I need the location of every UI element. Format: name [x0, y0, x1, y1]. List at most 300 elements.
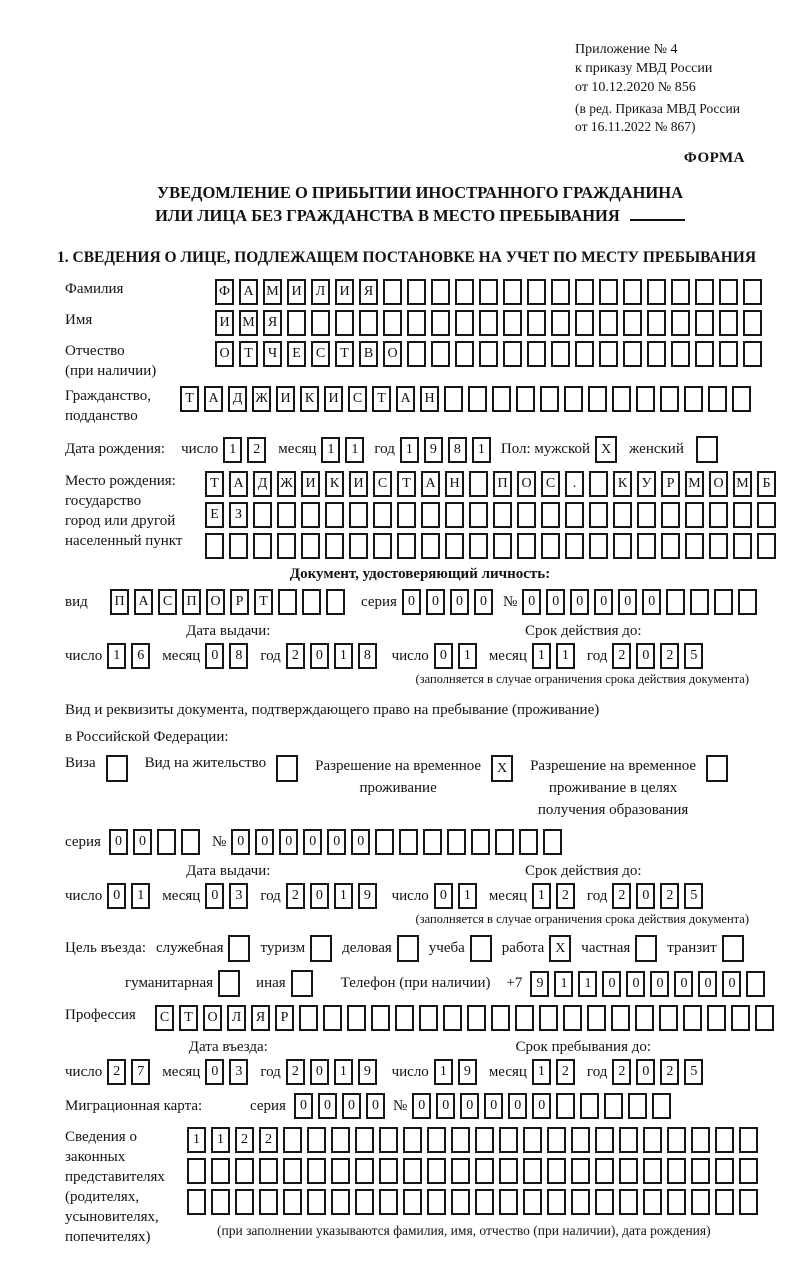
- form-cell[interactable]: [755, 1005, 774, 1031]
- form-cell[interactable]: Т: [205, 471, 224, 497]
- form-cell[interactable]: 0: [255, 829, 274, 855]
- form-cell[interactable]: [635, 1005, 654, 1031]
- form-cell[interactable]: [355, 1158, 374, 1184]
- form-cell[interactable]: [419, 1005, 438, 1031]
- form-cell[interactable]: [403, 1158, 422, 1184]
- form-cell[interactable]: [739, 1189, 758, 1215]
- form-cell[interactable]: [643, 1158, 662, 1184]
- form-cell[interactable]: [277, 533, 296, 559]
- form-cell[interactable]: [259, 1189, 278, 1215]
- form-cell[interactable]: [695, 279, 714, 305]
- residence-expiry-day-cells[interactable]: [434, 883, 477, 909]
- form-cell[interactable]: [397, 502, 416, 528]
- residence-permit-checkbox[interactable]: [276, 755, 298, 782]
- form-cell[interactable]: [563, 1005, 582, 1031]
- form-cell[interactable]: [299, 1005, 318, 1031]
- form-cell[interactable]: М: [239, 310, 258, 336]
- residence-series-cells[interactable]: [109, 829, 200, 855]
- form-cell[interactable]: [690, 589, 709, 615]
- form-cell[interactable]: 0: [205, 883, 224, 909]
- form-cell[interactable]: [325, 502, 344, 528]
- form-cell[interactable]: 7: [131, 1059, 150, 1085]
- form-cell[interactable]: 1: [187, 1127, 206, 1153]
- form-cell[interactable]: [253, 533, 272, 559]
- form-cell[interactable]: [565, 502, 584, 528]
- form-cell[interactable]: [523, 1189, 542, 1215]
- form-cell[interactable]: 0: [303, 829, 322, 855]
- form-cell[interactable]: 1: [107, 643, 126, 669]
- form-cell[interactable]: [667, 1127, 686, 1153]
- form-cell[interactable]: Я: [359, 279, 378, 305]
- form-cell[interactable]: [355, 1127, 374, 1153]
- form-cell[interactable]: [652, 1093, 671, 1119]
- form-cell[interactable]: [307, 1158, 326, 1184]
- form-cell[interactable]: [349, 502, 368, 528]
- legal-reps-row3-cells[interactable]: [187, 1189, 758, 1215]
- form-cell[interactable]: [623, 341, 642, 367]
- form-cell[interactable]: [431, 341, 450, 367]
- form-cell[interactable]: [323, 1005, 342, 1031]
- form-cell[interactable]: 9: [424, 437, 443, 463]
- form-cell[interactable]: [709, 502, 728, 528]
- form-cell[interactable]: [519, 829, 538, 855]
- firstname-cells[interactable]: [215, 310, 762, 336]
- form-cell[interactable]: 9: [530, 971, 549, 997]
- identity-expiry-year-cells[interactable]: [612, 643, 703, 669]
- form-cell[interactable]: 1: [472, 437, 491, 463]
- form-cell[interactable]: [187, 1189, 206, 1215]
- form-cell[interactable]: [541, 502, 560, 528]
- form-cell[interactable]: [355, 1189, 374, 1215]
- form-cell[interactable]: [660, 386, 679, 412]
- form-cell[interactable]: [708, 386, 727, 412]
- form-cell[interactable]: П: [493, 471, 512, 497]
- form-cell[interactable]: [311, 310, 330, 336]
- identity-expiry-day-cells[interactable]: [434, 643, 477, 669]
- form-cell[interactable]: [575, 341, 594, 367]
- form-cell[interactable]: [447, 829, 466, 855]
- form-cell[interactable]: [397, 533, 416, 559]
- form-cell[interactable]: [157, 829, 176, 855]
- form-cell[interactable]: И: [324, 386, 343, 412]
- form-cell[interactable]: [746, 971, 765, 997]
- form-cell[interactable]: 0: [436, 1093, 455, 1119]
- form-cell[interactable]: [543, 829, 562, 855]
- form-cell[interactable]: [331, 1127, 350, 1153]
- temp-permit-checkbox[interactable]: X: [491, 755, 513, 782]
- form-cell[interactable]: [278, 589, 297, 615]
- form-cell[interactable]: 1: [321, 437, 340, 463]
- form-cell[interactable]: [604, 1093, 623, 1119]
- form-cell[interactable]: [379, 1127, 398, 1153]
- form-cell[interactable]: 0: [460, 1093, 479, 1119]
- form-cell[interactable]: [468, 386, 487, 412]
- form-cell[interactable]: [757, 533, 776, 559]
- purpose-private-checkbox[interactable]: [635, 935, 657, 962]
- form-cell[interactable]: [403, 1189, 422, 1215]
- stay-day-cells[interactable]: [434, 1059, 477, 1085]
- form-cell[interactable]: [595, 1189, 614, 1215]
- form-cell[interactable]: [580, 1093, 599, 1119]
- form-cell[interactable]: [407, 341, 426, 367]
- form-cell[interactable]: 1: [556, 643, 575, 669]
- form-cell[interactable]: 5: [684, 643, 703, 669]
- form-cell[interactable]: С: [158, 589, 177, 615]
- form-cell[interactable]: [451, 1127, 470, 1153]
- form-cell[interactable]: [551, 310, 570, 336]
- form-cell[interactable]: [715, 1189, 734, 1215]
- form-cell[interactable]: 0: [434, 643, 453, 669]
- form-cell[interactable]: О: [203, 1005, 222, 1031]
- form-cell[interactable]: [707, 1005, 726, 1031]
- form-cell[interactable]: [492, 386, 511, 412]
- form-cell[interactable]: [564, 386, 583, 412]
- form-cell[interactable]: [253, 502, 272, 528]
- form-cell[interactable]: [671, 341, 690, 367]
- form-cell[interactable]: [743, 279, 762, 305]
- entry-day-cells[interactable]: [107, 1059, 150, 1085]
- form-cell[interactable]: [661, 533, 680, 559]
- form-cell[interactable]: [205, 533, 224, 559]
- form-cell[interactable]: [719, 279, 738, 305]
- form-cell[interactable]: [565, 533, 584, 559]
- form-cell[interactable]: [659, 1005, 678, 1031]
- form-cell[interactable]: [383, 279, 402, 305]
- form-cell[interactable]: 1: [400, 437, 419, 463]
- stay-month-cells[interactable]: [532, 1059, 575, 1085]
- form-cell[interactable]: 2: [660, 1059, 679, 1085]
- form-cell[interactable]: [479, 341, 498, 367]
- form-cell[interactable]: [427, 1158, 446, 1184]
- form-cell[interactable]: [467, 1005, 486, 1031]
- form-cell[interactable]: [743, 341, 762, 367]
- form-cell[interactable]: С: [311, 341, 330, 367]
- form-cell[interactable]: 0: [205, 1059, 224, 1085]
- gender-male-checkbox[interactable]: X: [595, 436, 617, 463]
- form-cell[interactable]: [547, 1158, 566, 1184]
- form-cell[interactable]: [719, 310, 738, 336]
- form-cell[interactable]: [235, 1158, 254, 1184]
- form-cell[interactable]: 0: [205, 643, 224, 669]
- form-cell[interactable]: [575, 310, 594, 336]
- form-cell[interactable]: [523, 1158, 542, 1184]
- form-cell[interactable]: Е: [287, 341, 306, 367]
- form-cell[interactable]: 0: [133, 829, 152, 855]
- form-cell[interactable]: [371, 1005, 390, 1031]
- form-cell[interactable]: А: [204, 386, 223, 412]
- form-cell[interactable]: 0: [650, 971, 669, 997]
- form-cell[interactable]: 0: [342, 1093, 361, 1119]
- form-cell[interactable]: [499, 1127, 518, 1153]
- form-cell[interactable]: [527, 279, 546, 305]
- form-cell[interactable]: [347, 1005, 366, 1031]
- form-cell[interactable]: [575, 279, 594, 305]
- form-cell[interactable]: [695, 341, 714, 367]
- form-cell[interactable]: [359, 310, 378, 336]
- form-cell[interactable]: [715, 1127, 734, 1153]
- form-cell[interactable]: 9: [358, 1059, 377, 1085]
- form-cell[interactable]: 0: [412, 1093, 431, 1119]
- form-cell[interactable]: [733, 533, 752, 559]
- form-cell[interactable]: [599, 341, 618, 367]
- form-cell[interactable]: П: [182, 589, 201, 615]
- form-cell[interactable]: [667, 1189, 686, 1215]
- form-cell[interactable]: [503, 310, 522, 336]
- form-cell[interactable]: [395, 1005, 414, 1031]
- form-cell[interactable]: [479, 279, 498, 305]
- form-cell[interactable]: [301, 502, 320, 528]
- form-cell[interactable]: А: [134, 589, 153, 615]
- form-cell[interactable]: [379, 1189, 398, 1215]
- form-cell[interactable]: 0: [318, 1093, 337, 1119]
- form-cell[interactable]: [475, 1158, 494, 1184]
- form-cell[interactable]: [683, 1005, 702, 1031]
- identity-number-cells[interactable]: [522, 589, 757, 615]
- form-cell[interactable]: С: [373, 471, 392, 497]
- form-cell[interactable]: [331, 1189, 350, 1215]
- form-cell[interactable]: [427, 1127, 446, 1153]
- form-cell[interactable]: 0: [636, 883, 655, 909]
- form-cell[interactable]: [517, 502, 536, 528]
- form-cell[interactable]: 0: [674, 971, 693, 997]
- form-cell[interactable]: [647, 310, 666, 336]
- form-cell[interactable]: [667, 1158, 686, 1184]
- form-cell[interactable]: 2: [107, 1059, 126, 1085]
- residence-expiry-month-cells[interactable]: [532, 883, 575, 909]
- form-cell[interactable]: 0: [594, 589, 613, 615]
- form-cell[interactable]: 1: [458, 643, 477, 669]
- purpose-transit-checkbox[interactable]: [722, 935, 744, 962]
- form-cell[interactable]: [527, 341, 546, 367]
- form-cell[interactable]: 0: [109, 829, 128, 855]
- form-cell[interactable]: 1: [334, 883, 353, 909]
- form-cell[interactable]: 0: [450, 589, 469, 615]
- form-cell[interactable]: [623, 310, 642, 336]
- form-cell[interactable]: 1: [131, 883, 150, 909]
- form-cell[interactable]: [421, 502, 440, 528]
- form-cell[interactable]: [235, 1189, 254, 1215]
- residence-issue-month-cells[interactable]: [205, 883, 248, 909]
- form-cell[interactable]: О: [383, 341, 402, 367]
- entry-month-cells[interactable]: [205, 1059, 248, 1085]
- form-cell[interactable]: А: [229, 471, 248, 497]
- form-cell[interactable]: 0: [522, 589, 541, 615]
- form-cell[interactable]: 1: [334, 1059, 353, 1085]
- form-cell[interactable]: К: [300, 386, 319, 412]
- form-cell[interactable]: 0: [310, 1059, 329, 1085]
- form-cell[interactable]: 3: [229, 1059, 248, 1085]
- form-cell[interactable]: 1: [532, 1059, 551, 1085]
- form-cell[interactable]: А: [239, 279, 258, 305]
- form-cell[interactable]: [431, 310, 450, 336]
- form-cell[interactable]: [211, 1189, 230, 1215]
- form-cell[interactable]: [551, 279, 570, 305]
- form-cell[interactable]: 0: [107, 883, 126, 909]
- form-cell[interactable]: [475, 1189, 494, 1215]
- form-cell[interactable]: [647, 279, 666, 305]
- form-cell[interactable]: 1: [334, 643, 353, 669]
- form-cell[interactable]: 9: [458, 1059, 477, 1085]
- form-cell[interactable]: [595, 1127, 614, 1153]
- form-cell[interactable]: [307, 1189, 326, 1215]
- form-cell[interactable]: [628, 1093, 647, 1119]
- form-cell[interactable]: 1: [434, 1059, 453, 1085]
- form-cell[interactable]: 0: [351, 829, 370, 855]
- form-cell[interactable]: [181, 829, 200, 855]
- form-cell[interactable]: [541, 533, 560, 559]
- form-cell[interactable]: М: [263, 279, 282, 305]
- form-cell[interactable]: Т: [372, 386, 391, 412]
- form-cell[interactable]: И: [301, 471, 320, 497]
- form-cell[interactable]: [451, 1189, 470, 1215]
- form-cell[interactable]: 0: [626, 971, 645, 997]
- migration-number-cells[interactable]: [412, 1093, 671, 1119]
- form-cell[interactable]: [547, 1127, 566, 1153]
- form-cell[interactable]: 0: [231, 829, 250, 855]
- purpose-humanitarian-checkbox[interactable]: [218, 970, 240, 997]
- form-cell[interactable]: 0: [294, 1093, 313, 1119]
- form-cell[interactable]: 2: [286, 883, 305, 909]
- form-cell[interactable]: [739, 1127, 758, 1153]
- form-cell[interactable]: Ч: [263, 341, 282, 367]
- form-cell[interactable]: 1: [211, 1127, 230, 1153]
- form-cell[interactable]: [743, 310, 762, 336]
- form-cell[interactable]: О: [709, 471, 728, 497]
- form-cell[interactable]: [527, 310, 546, 336]
- form-cell[interactable]: 8: [358, 643, 377, 669]
- form-cell[interactable]: [547, 1189, 566, 1215]
- form-cell[interactable]: Л: [227, 1005, 246, 1031]
- form-cell[interactable]: [451, 1158, 470, 1184]
- form-cell[interactable]: [623, 279, 642, 305]
- form-cell[interactable]: [283, 1158, 302, 1184]
- form-cell[interactable]: [407, 279, 426, 305]
- form-cell[interactable]: 1: [532, 643, 551, 669]
- form-cell[interactable]: А: [421, 471, 440, 497]
- form-cell[interactable]: [613, 502, 632, 528]
- form-cell[interactable]: Я: [251, 1005, 270, 1031]
- form-cell[interactable]: С: [155, 1005, 174, 1031]
- form-cell[interactable]: [589, 502, 608, 528]
- birth-day-cells[interactable]: [223, 437, 266, 463]
- form-cell[interactable]: [407, 310, 426, 336]
- form-cell[interactable]: 0: [484, 1093, 503, 1119]
- form-cell[interactable]: [619, 1158, 638, 1184]
- patronymic-cells[interactable]: [215, 341, 762, 367]
- form-cell[interactable]: [287, 310, 306, 336]
- form-cell[interactable]: [379, 1158, 398, 1184]
- edu-permit-checkbox[interactable]: [706, 755, 728, 782]
- legal-reps-row2-cells[interactable]: [187, 1158, 758, 1184]
- form-cell[interactable]: Т: [239, 341, 258, 367]
- form-cell[interactable]: [588, 386, 607, 412]
- form-cell[interactable]: [691, 1189, 710, 1215]
- form-cell[interactable]: [469, 533, 488, 559]
- form-cell[interactable]: [187, 1158, 206, 1184]
- form-cell[interactable]: [283, 1127, 302, 1153]
- form-cell[interactable]: [445, 502, 464, 528]
- form-cell[interactable]: К: [325, 471, 344, 497]
- form-cell[interactable]: [259, 1158, 278, 1184]
- profession-cells[interactable]: [155, 1005, 774, 1031]
- form-cell[interactable]: [571, 1158, 590, 1184]
- form-cell[interactable]: Р: [230, 589, 249, 615]
- form-cell[interactable]: [589, 533, 608, 559]
- form-cell[interactable]: [349, 533, 368, 559]
- form-cell[interactable]: 0: [474, 589, 493, 615]
- form-cell[interactable]: И: [276, 386, 295, 412]
- form-cell[interactable]: О: [206, 589, 225, 615]
- form-cell[interactable]: [375, 829, 394, 855]
- form-cell[interactable]: [619, 1189, 638, 1215]
- form-cell[interactable]: [373, 533, 392, 559]
- form-cell[interactable]: 2: [612, 883, 631, 909]
- form-cell[interactable]: [495, 829, 514, 855]
- form-cell[interactable]: 2: [612, 1059, 631, 1085]
- form-cell[interactable]: [647, 341, 666, 367]
- form-cell[interactable]: [307, 1127, 326, 1153]
- purpose-business-checkbox[interactable]: [228, 935, 250, 962]
- form-cell[interactable]: С: [348, 386, 367, 412]
- form-cell[interactable]: И: [287, 279, 306, 305]
- form-cell[interactable]: 2: [660, 883, 679, 909]
- form-cell[interactable]: [516, 386, 535, 412]
- form-cell[interactable]: [589, 471, 608, 497]
- form-cell[interactable]: .: [565, 471, 584, 497]
- form-cell[interactable]: [732, 386, 751, 412]
- form-cell[interactable]: [671, 279, 690, 305]
- form-cell[interactable]: 0: [426, 589, 445, 615]
- form-cell[interactable]: З: [229, 502, 248, 528]
- form-cell[interactable]: И: [215, 310, 234, 336]
- form-cell[interactable]: [445, 533, 464, 559]
- form-cell[interactable]: [643, 1127, 662, 1153]
- form-cell[interactable]: [493, 533, 512, 559]
- form-cell[interactable]: [666, 589, 685, 615]
- form-cell[interactable]: 0: [508, 1093, 527, 1119]
- form-cell[interactable]: [399, 829, 418, 855]
- form-cell[interactable]: [455, 279, 474, 305]
- form-cell[interactable]: 1: [532, 883, 551, 909]
- form-cell[interactable]: 0: [636, 643, 655, 669]
- form-cell[interactable]: 0: [722, 971, 741, 997]
- form-cell[interactable]: 8: [448, 437, 467, 463]
- form-cell[interactable]: [637, 502, 656, 528]
- form-cell[interactable]: [540, 386, 559, 412]
- birth-place-row2-cells[interactable]: [205, 502, 776, 528]
- form-cell[interactable]: 0: [570, 589, 589, 615]
- migration-series-cells[interactable]: [294, 1093, 385, 1119]
- residence-issue-day-cells[interactable]: [107, 883, 150, 909]
- form-cell[interactable]: [335, 310, 354, 336]
- form-cell[interactable]: Б: [757, 471, 776, 497]
- form-cell[interactable]: [503, 341, 522, 367]
- form-cell[interactable]: 2: [286, 1059, 305, 1085]
- form-cell[interactable]: 2: [556, 883, 575, 909]
- form-cell[interactable]: [613, 533, 632, 559]
- form-cell[interactable]: [383, 310, 402, 336]
- residence-number-cells[interactable]: [231, 829, 562, 855]
- form-cell[interactable]: 2: [235, 1127, 254, 1153]
- form-cell[interactable]: [685, 502, 704, 528]
- form-cell[interactable]: 1: [578, 971, 597, 997]
- form-cell[interactable]: Н: [445, 471, 464, 497]
- form-cell[interactable]: [331, 1158, 350, 1184]
- form-cell[interactable]: 0: [602, 971, 621, 997]
- form-cell[interactable]: [444, 386, 463, 412]
- form-cell[interactable]: [684, 386, 703, 412]
- form-cell[interactable]: [523, 1127, 542, 1153]
